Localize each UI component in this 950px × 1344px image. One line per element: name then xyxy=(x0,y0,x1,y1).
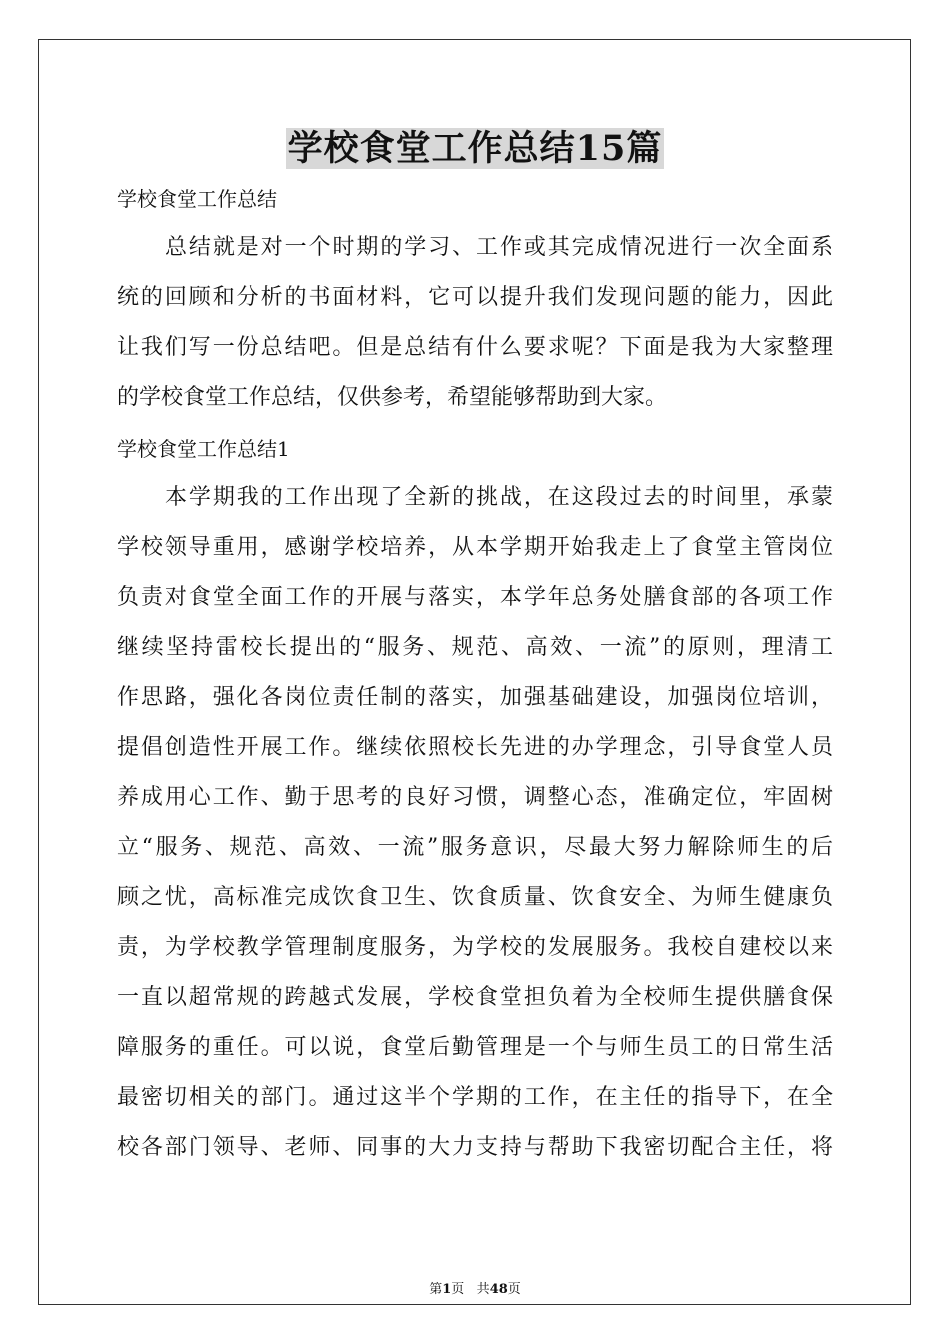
intro-line: 让我们写一份总结吧。但是总结有什么要求呢？下面是我为大家整理 xyxy=(117,335,833,360)
intro-line: 统的回顾和分析的书面材料，它可以提升我们发现问题的能力，因此 xyxy=(117,285,833,310)
intro-line: 总结就是对一个时期的学习、工作或其完成情况进行一次全面系 xyxy=(165,235,833,260)
intro-line: 的学校食堂工作总结，仅供参考，希望能够帮助到大家。 xyxy=(117,385,668,410)
page-border xyxy=(38,39,911,1305)
total-suffix: 页 xyxy=(507,1282,521,1297)
body-line: 学校领导重用，感谢学校培养，从本学期开始我走上了食堂主管岗位 xyxy=(117,535,833,560)
page-footer xyxy=(0,1278,950,1297)
document-title-wrap xyxy=(0,127,950,171)
page-suffix: 页 xyxy=(451,1282,465,1297)
section-heading-1: 学校食堂工作总结1 xyxy=(117,437,290,461)
body-line: 负责对食堂全面工作的开展与落实，本学年总务处膳食部的各项工作 xyxy=(117,585,833,610)
total-pages: 48 xyxy=(489,1282,508,1297)
intro-heading: 学校食堂工作总结 xyxy=(117,187,277,211)
body-line: 障服务的重任。可以说，食堂后勤管理是一个与师生员工的日常生活 xyxy=(117,1035,833,1060)
body-line: 最密切相关的部门。通过这半个学期的工作，在主任的指导下，在全 xyxy=(117,1085,833,1110)
document-title: 学校食堂工作总结15篇 xyxy=(287,128,663,169)
body-line: 作思路，强化各岗位责任制的落实，加强基础建设，加强岗位培训， xyxy=(117,685,833,710)
page-prefix: 第 xyxy=(429,1282,443,1297)
page-number: 1 xyxy=(442,1282,452,1297)
body-line: 责，为学校教学管理制度服务，为学校的发展服务。我校自建校以来 xyxy=(117,935,833,960)
body-line: 校各部门领导、老师、同事的大力支持与帮助下我密切配合主任，将 xyxy=(117,1135,833,1160)
body-line: 本学期我的工作出现了全新的挑战，在这段过去的时间里，承蒙 xyxy=(165,485,833,510)
total-prefix: 共 xyxy=(476,1282,490,1297)
body-line: 一直以超常规的跨越式发展，学校食堂担负着为全校师生提供膳食保 xyxy=(117,985,833,1010)
body-line: 养成用心工作、勤于思考的良好习惯，调整心态，准确定位，牢固树 xyxy=(117,785,833,810)
body-line: 立“服务、规范、高效、一流”服务意识，尽最大努力解除师生的后 xyxy=(117,835,833,860)
body-line: 提倡创造性开展工作。继续依照校长先进的办学理念，引导食堂人员 xyxy=(117,735,833,760)
body-line: 顾之忧，高标准完成饮食卫生、饮食质量、饮食安全、为师生健康负 xyxy=(117,885,833,910)
body-line: 继续坚持雷校长提出的“服务、规范、高效、一流”的原则，理清工 xyxy=(117,635,833,660)
